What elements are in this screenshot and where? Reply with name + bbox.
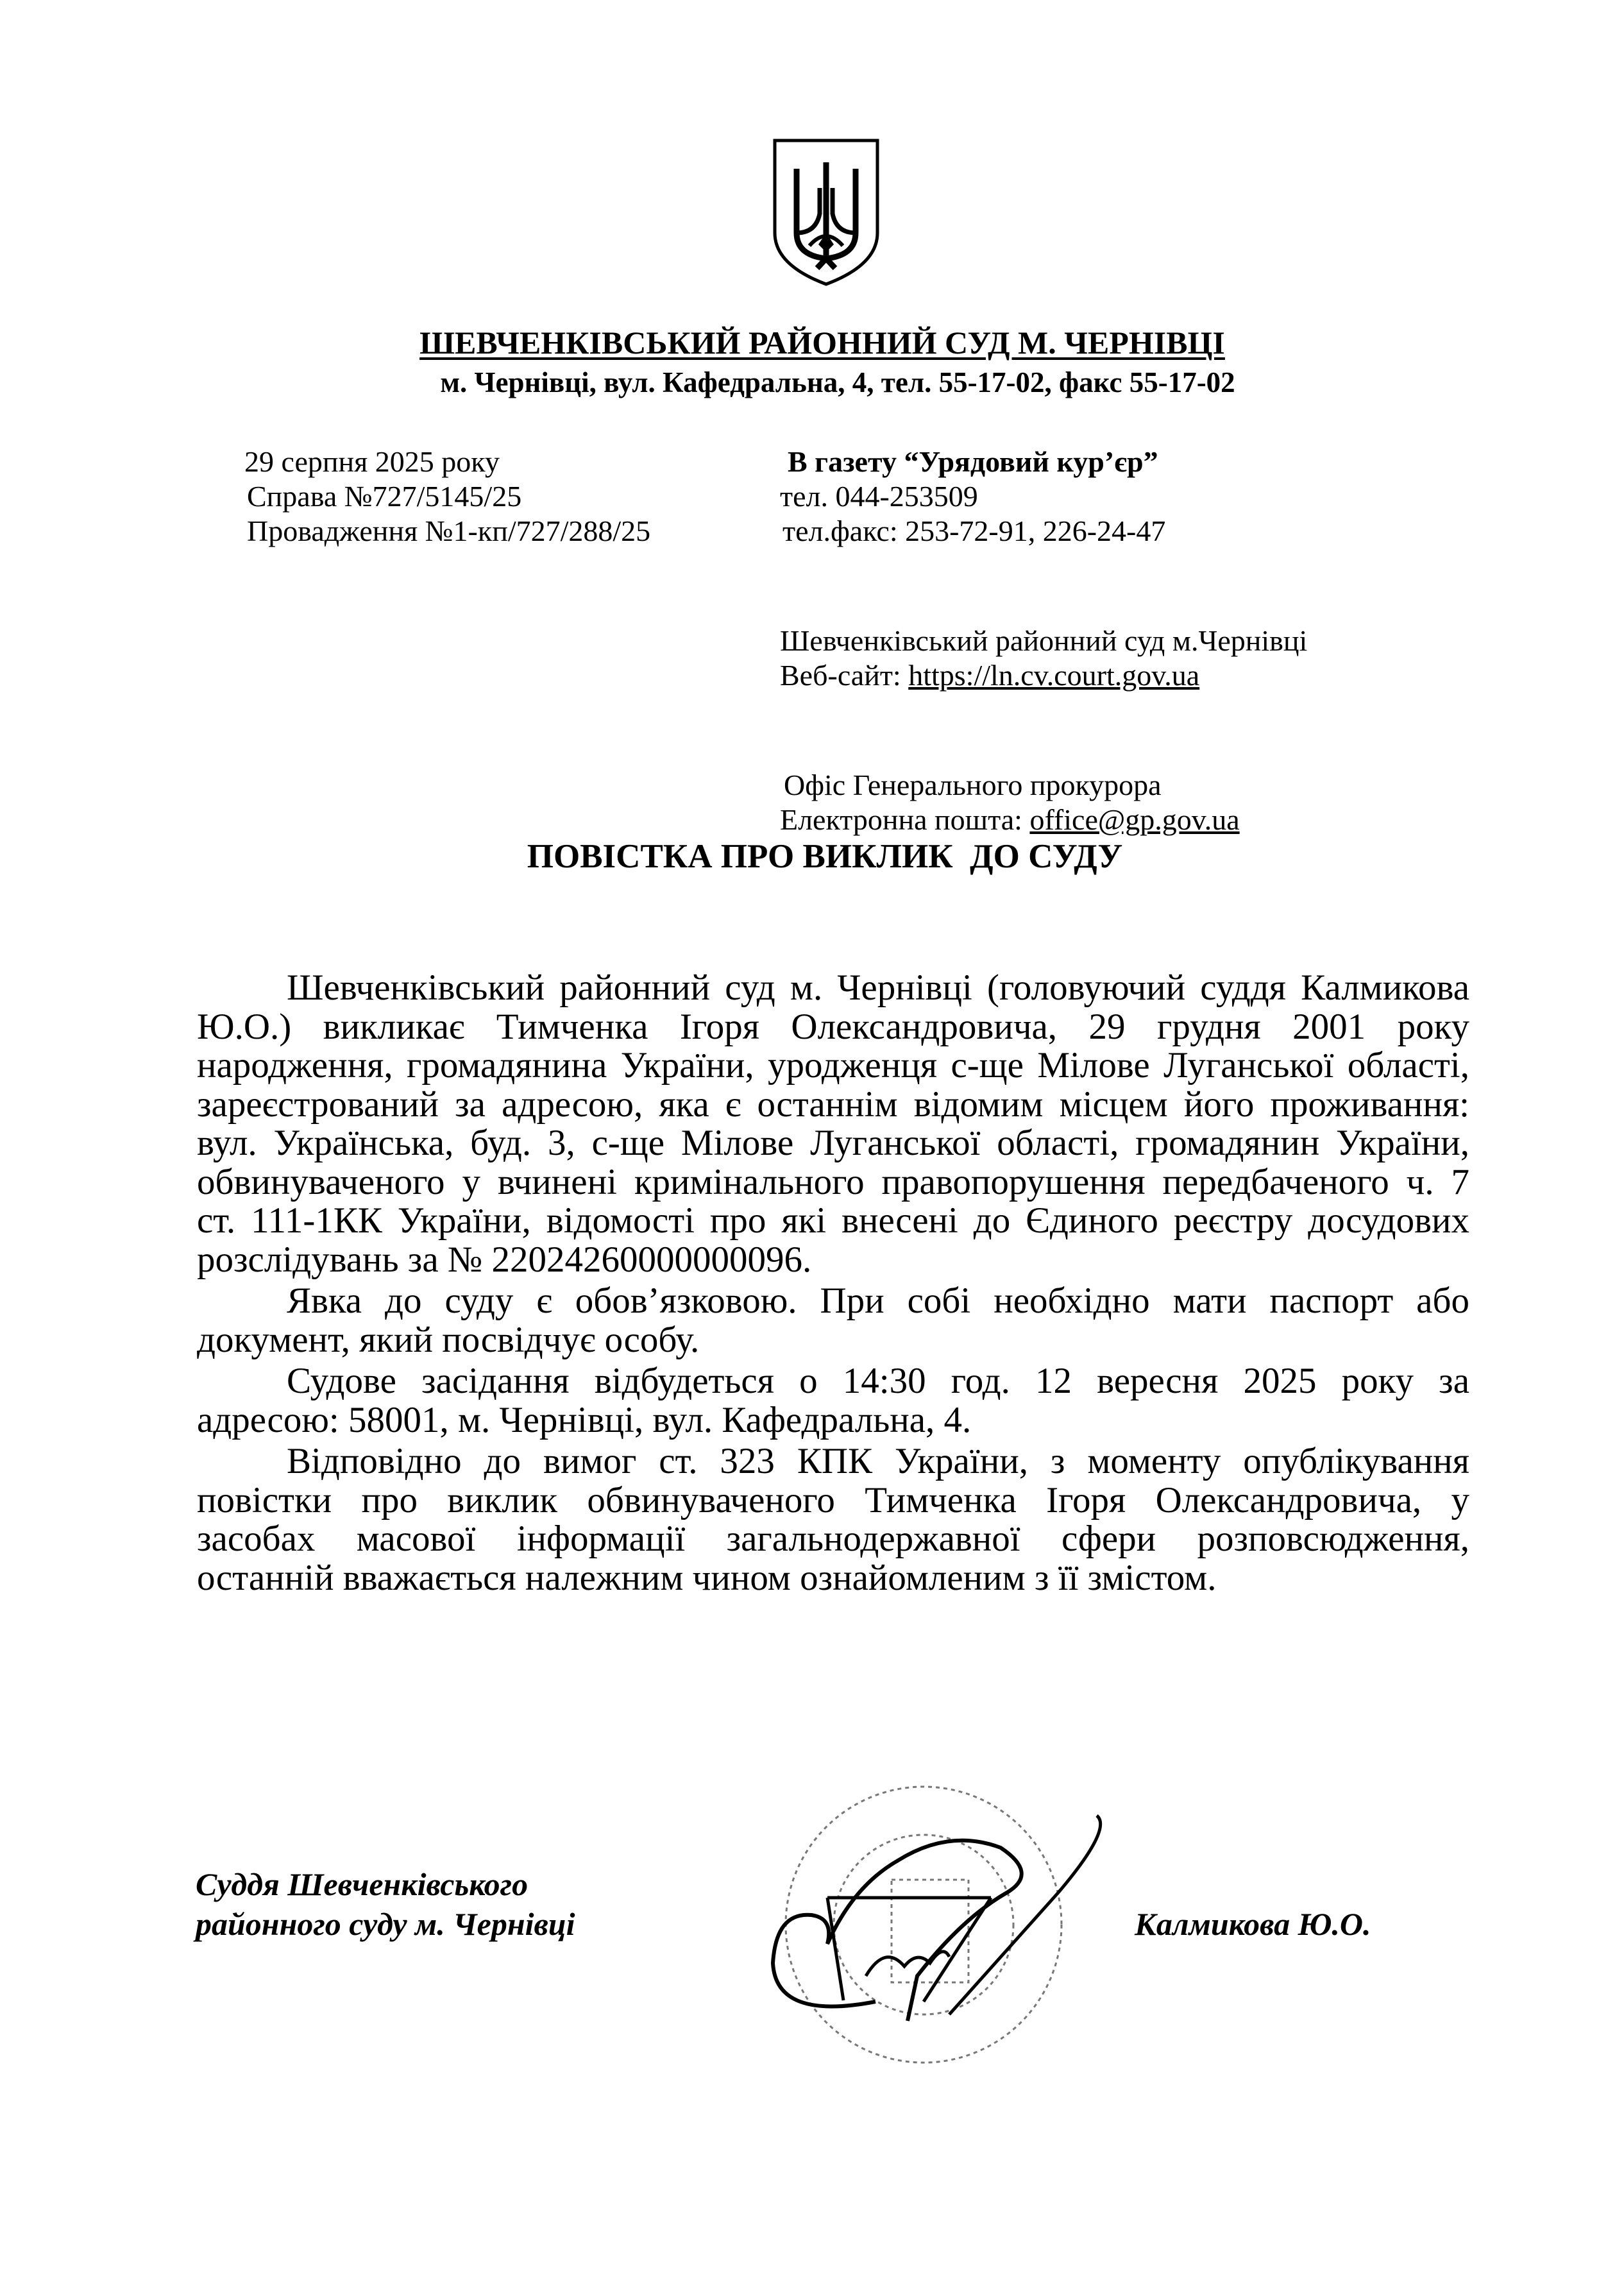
- body-line: Явка до суду є обов’язковою. При собі необхідно мати паспорт або: [287, 1281, 1469, 1321]
- website-label: Веб-сайт:: [780, 659, 909, 692]
- body-line: Відповідно до вимог ст. 323 КПК України, з моменту опублікування: [287, 1441, 1469, 1481]
- document-body: [197, 969, 1469, 1600]
- court-recipient: Шевченківський районний суд м.Чернівці: [780, 624, 1308, 657]
- recipients: [780, 445, 1307, 837]
- newspaper-fax: тел.факс: 253-72-91, 226-24-47: [782, 515, 1166, 547]
- proceeding-number: Провадження №1-кп/727/288/25: [247, 515, 651, 547]
- prosecutor-email: [780, 803, 1307, 837]
- website-link[interactable]: https://ln.cv.court.gov.ua: [908, 659, 1200, 692]
- body-line: останній вважається належним чином ознайомленим з її змістом.: [197, 1557, 1217, 1598]
- coat-of-arms-icon: [771, 137, 881, 288]
- case-number: Справа №727/5145/25: [247, 480, 522, 513]
- body-line: Ю.О.) викликає Тимченка Ігоря Олександровича, 29 грудня 2001 року: [197, 1006, 1469, 1047]
- newspaper-recipient: В газету “Урядовий кур’єр”: [788, 445, 1158, 478]
- newspaper-phone: тел. 044-253509: [780, 480, 978, 513]
- court-name: ШЕВЧЕНКІВСЬКИЙ РАЙОННИЙ СУД М. ЧЕРНІВЦІ: [419, 325, 1225, 361]
- paragraph-attendance: [197, 1282, 1469, 1359]
- court-stamp-and-signature: [738, 1732, 1122, 2066]
- judge-name: Калмикова Ю.О.: [1135, 1906, 1371, 1942]
- body-line: Шевченківський районний суд м. Чернівці (головуючий суддя Калмикова: [287, 967, 1469, 1008]
- body-line: адресою: 58001, м. Чернівці, вул. Кафедральна, 4.: [197, 1399, 972, 1440]
- letter-date: 29 серпня 2025 року: [244, 445, 500, 478]
- email-link[interactable]: office@gp.gov.ua: [1029, 803, 1240, 836]
- court-address: м. Чернівці, вул. Кафедральна, 4, тел. 55-17-02, факс 55-17-02: [440, 366, 1235, 398]
- court-website: [780, 658, 1307, 693]
- prosecutor-recipient: Офіс Генерального прокурора: [784, 769, 1162, 801]
- paragraph-hearing: [197, 1362, 1469, 1440]
- judge-position-line1: Суддя Шевченківського: [196, 1866, 529, 1902]
- body-line: Судове засідання відбудеться о 14:30 год. 12 вересня 2025 року за: [287, 1361, 1469, 1401]
- body-line: повістки про виклик обвинуваченого Тимченка Ігоря Олександровича, у: [197, 1479, 1469, 1520]
- body-line: обвинуваченого у вчинені кримінального правопорушення передбаченого ч. 7: [197, 1161, 1469, 1202]
- paragraph-summons: [197, 969, 1469, 1279]
- judge-position-line2: районного суду м. Чернівці: [196, 1906, 575, 1942]
- email-label: Електронна пошта:: [780, 803, 1030, 836]
- paragraph-notice: [197, 1442, 1469, 1597]
- body-line: вул. Українська, буд. 3, с-ще Мілове Луганської області, громадянин України,: [197, 1123, 1469, 1163]
- body-line: ст. 111-1КК України, відомості про які внесені до Єдиного реєстру досудових: [197, 1200, 1469, 1241]
- case-info: [244, 445, 650, 549]
- body-line: народження, громадянина України, уродженця с-ще Мілове Луганської області,: [197, 1045, 1469, 1085]
- body-line: документ, який посвідчує особу.: [197, 1319, 700, 1360]
- body-line: зареєстрований за адресою, яка є останнім відомим місцем його проживання:: [197, 1084, 1469, 1125]
- judge-position: [196, 1864, 575, 1944]
- court-name-heading: [0, 324, 1624, 361]
- body-line: засобах масової інформації загальнодержавної сфери розповсюдження,: [197, 1519, 1469, 1559]
- document-title: ПОВІСТКА ПРО ВИКЛИК ДО СУДУ: [527, 838, 1123, 875]
- body-line: розслідувань за № 22024260000000096.: [197, 1239, 812, 1280]
